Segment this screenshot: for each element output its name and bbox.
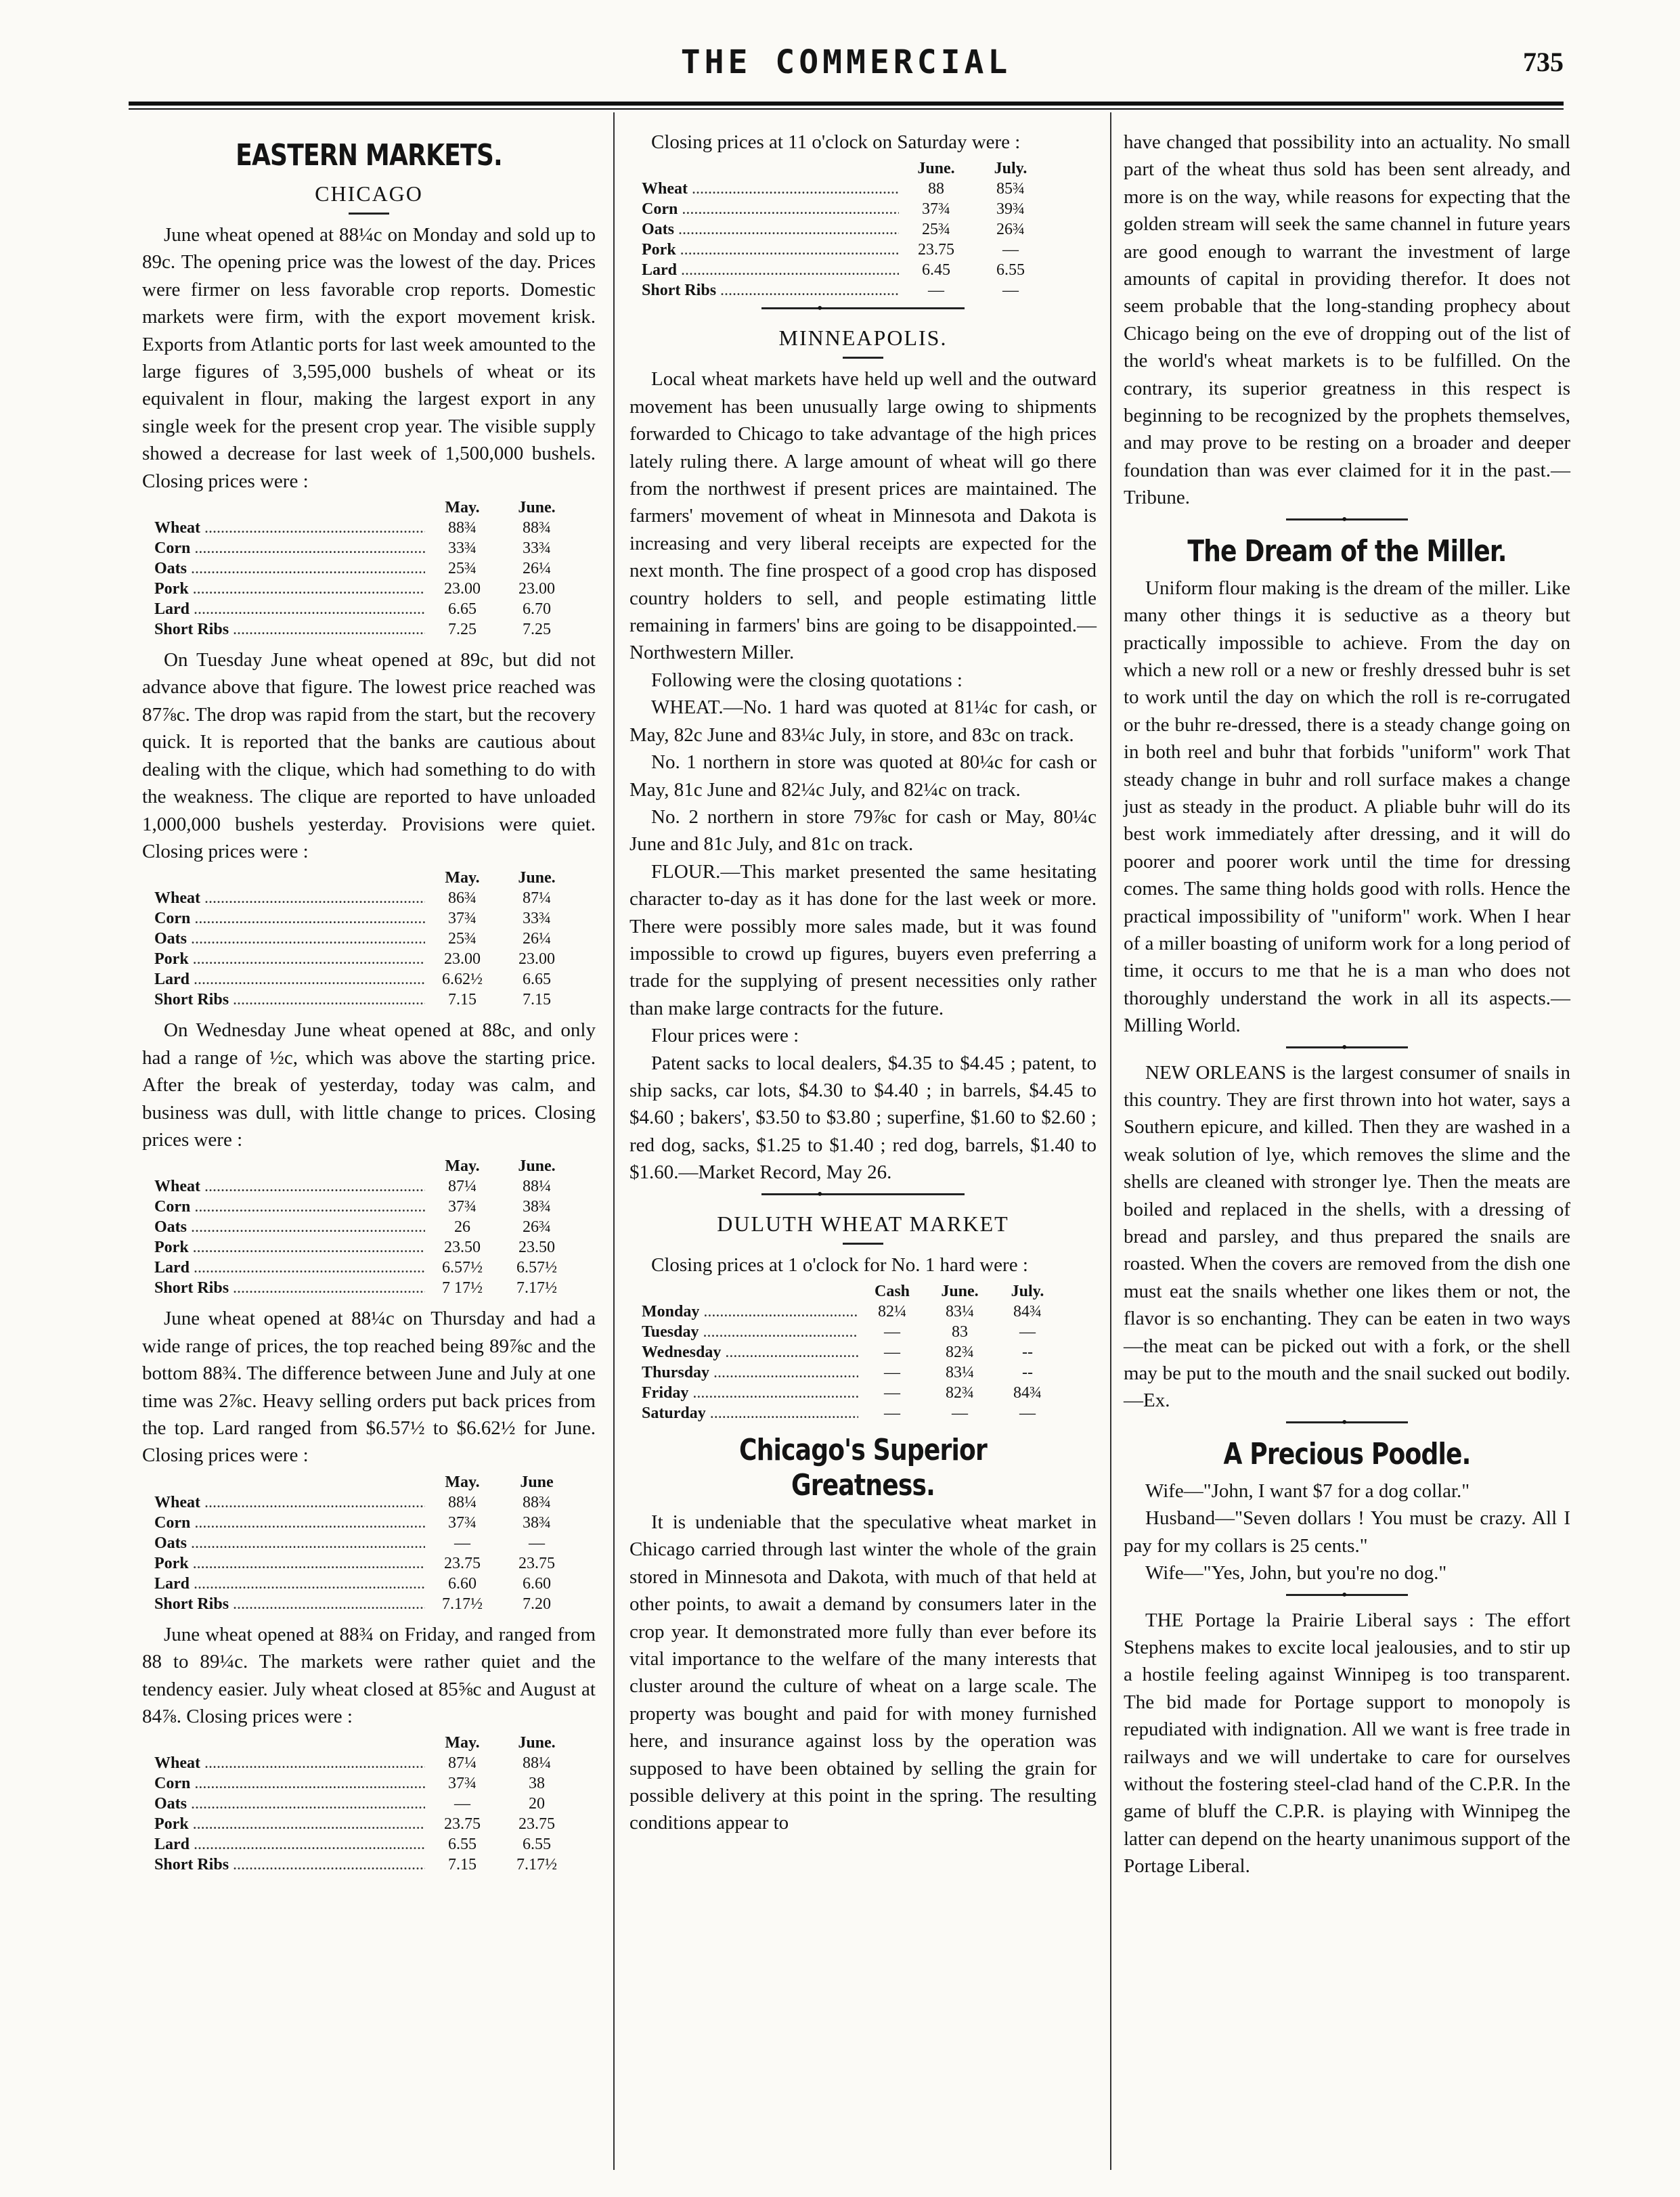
paragraph: Local wheat markets have held up well and the outward movement has been unusually large owing to shipments forwarded to Chicago to take advantage of the high prices lately ruling there. A large amount of wheat will go there from the northwest if present prices are maintained. The farmers' movement of wheat in Minnesota and Dakota is increasing and very liberal receipts are expected for the next month. The fine prospect of a good crop has disposed country holders to sell, and people estimating little remaining in farmers' bins are going to be disappointed.—Northwestern Miller. [629,368,1097,664]
section-divider [761,1193,965,1199]
price-table: May. June. Wheat ..... 87¼ 88¼ Corn ..... 37¾ 38 Oats ..... — 20 Pork ..... 23.75 23.75 Lard ..... 6.55 6.55 Short Ribs ..... 7.15 7.17½ [154,1733,596,1875]
paragraph: Wife—"Yes, John, but you're no dog." [1145,1562,1447,1584]
paragraph: June wheat opened at 88¾ on Friday, and ranged from 88 to 89¼c. The markets were rather quiet and the tendency easier. July wheat closed at 85⅝c and August at 84⅞. Closing prices were : [142,1623,596,1727]
section-title: MINNEAPOLIS. [778,326,948,351]
short-rule [349,213,389,215]
paragraph: WHEAT.—No. 1 hard was quoted at 81¼c for cash, or May, 82c June and 83¼c July, in store, and 83c on track. [629,696,1097,746]
section-subtitle: CHICAGO [315,181,423,206]
price-table: May. June. Wheat ..... 86¾ 87¼ Corn ..... 37¾ 33¾ Oats ..... 25¾ 26¼ Pork ..... 23.00 23.00 Lard ..... 6.62½ 6.65 Short Ribs ..... 7.15 7.15 [154,868,596,1010]
page-number: 735 [1523,47,1564,77]
column-rule [1110,112,1111,2170]
short-rule [843,1243,883,1245]
paragraph: Patent sacks to local dealers, $4.35 to $4.45 ; patent, to ship sacks, car lots, $4.30 to $4.40 ; in barrels, $4.45 to $4.60 ; bakers', $3.50 to $3.80 ; superfine, $1.60 to $2.60 ; red dog, sacks, $1.25 to $1.40 ; red dog, barrels, $1.40 to $1.60.—Market Record, May 26. [629,1052,1097,1184]
section-divider [1286,1046,1408,1052]
short-rule [843,357,883,359]
price-table: May. June Wheat ..... 88¼ 88¾ Corn ..... 37¾ 38¾ Oats ..... — — Pork ..... 23.75 23.75 Lard ..... 6.60 6.60 Short Ribs ..... 7.17½ 7.20 [154,1472,596,1614]
paragraph: June wheat opened at 88¼c on Thursday and had a wide range of prices, the top reached being 89⅞c and the bottom 88¾. The difference between June and July at one time was 2⅞c. Heavy selling orders put back prices from the top. Lard ranged from $6.57½ to $6.62½ for June. Closing prices were : [142,1308,596,1467]
paragraph: FLOUR.—This market presented the same hesitating character to-day as it has done for the last week or more. There were possibly more sales made, but it was found impossible to crowd up figures, buyers even preferring a trade for the supplying of present necessities only rather than make large contracts for the future. [629,860,1097,1019]
article-title: Chicago's Superior Greatness. [739,1433,987,1503]
paragraph: Closing prices at 11 o'clock on Saturday were : [651,131,1021,153]
section-divider [1286,518,1408,525]
price-table: May. June. Wheat ..... 88¾ 88¾ Corn ..... 33¾ 33¾ Oats ..... 25¾ 26¼ Pork ..... 23.00 23.00 Lard ..... 6.65 6.70 Short Ribs ..... 7.25 7.25 [154,497,596,640]
price-table: June. July. Wheat ..... 88 85¾ Corn ..... 37¾ 39¾ Oats ..... 25¾ 26¾ Pork ..... 23.75 — Lard ..... 6.45 6.55 Short Ribs ..... — — [642,158,1097,301]
article-title: The Dream of the Miller. [1187,533,1507,569]
article-title: A Precious Poodle. [1223,1436,1471,1471]
section-title: DULUTH WHEAT MARKET [717,1211,1009,1236]
section-divider [1286,1421,1408,1427]
paragraph: Wife—"John, I want $7 for a dog collar." [1145,1480,1470,1502]
paragraph: No. 1 northern in store was quoted at 80¼c for cash or May, 81c June and 82¼c July, and 82¼c on track. [629,751,1097,801]
paragraph: No. 2 northern in store 79⅞c for cash or May, 80¼c June and 81c July, and 81c on track. [629,805,1097,856]
price-table: May. June. Wheat ..... 87¼ 88¼ Corn ..... 37¾ 38¾ Oats ..... 26 26¾ Pork ..... 23.50 23.50 Lard ..... 6.57½ 6.57½ Short Ribs ..... 7 17½ 7.17½ [154,1156,596,1298]
column-3 [1124,129,1570,1880]
column-2 [629,129,1097,1837]
article-title: EASTERN MARKETS. [236,138,502,173]
column-rule [613,112,615,2170]
paragraph: THE Portage la Prairie Liberal says : The effort Stephens makes to excite local jealousies, and to stir up a hostile feeling against Winnipeg is too transparent. The bid made for Portage support to monopoly is repudiated with indignation. All we want is free trade in railways and we will undertake to care for ourselves without the fostering steel-clad hand of the C.P.R. In the game of bluff the C.P.R. is playing with Winnipeg the latter can depend on the hearty unanimous support of the Portage Liberal. [1124,1609,1570,1878]
page-header [129,43,1564,91]
paragraph: Flour prices were : [651,1025,799,1047]
paragraph: Following were the closing quotations : [651,669,963,691]
column-1 [142,129,596,1882]
section-divider [1286,1594,1408,1600]
header-rule [129,102,1564,106]
paragraph: June wheat opened at 88¼c on Monday and sold up to 89c. The opening price was the lowest of the day. Prices were firmer on less favorable crop reports. Domestic markets were firm, with the export movement krisk. Exports from Atlantic ports for last week amounted to the large figures of 3,595,000 bushels of wheat or its equivalent in flour, making the largest export in any single week for the present crop year. The visible supply showed a decrease for last week of 1,500,000 bushels. Closing prices were : [142,224,596,492]
header-rule-thin [129,108,1564,110]
paragraph: Uniform flour making is the dream of the miller. Like many other things it is seductive as a theory but practically impossible to achieve. From the day on which a new roll or a new or freshly dressed buhr is set to work until the day on which the roll is re-corrugated or the buhr re-dressed, there is a steady change going on in both reel and buhr that forbids "uniform" work That steady change in buhr and roll surface makes a change just as steady in the product. A pliable buhr will do its best work immediately after dressing, and it will do poorer and poorer work until the time for dressing comes. The same thing holds good with rolls. Hence the practical impossibility of "uniform" work. When I hear of a miller boasting of uniform work for a long period of time, it occurs to me that he is a man who does not thoroughly understand the work in all its aspects.—Milling World. [1124,577,1570,1037]
section-divider [761,307,965,313]
paragraph: On Tuesday June wheat opened at 89c, but did not advance above that figure. The lowest price reached was 87⅞c. The drop was rapid from the start, but the recovery quick. It is reported that the banks are cautious about dealing with the clique, which had something to do with the weakness. The clique are reported to have unloaded 1,000,000 bushels yesterday. Provisions were quiet. Closing prices were : [142,649,596,862]
running-head: THE COMMERCIAL [680,43,1012,81]
paragraph: On Wednesday June wheat opened at 88c, and only had a range of ½c, which was above the starting price. After the break of yesterday, today was calm, and business was dull, with little change to prices. Closing prices were : [142,1019,596,1151]
paragraph: have changed that possibility into an actuality. No small part of the wheat thus sold has been sent already, and more is on the way, while reasons for expecting that the golden stream will seek the same channel in future years are good enough to warrant the investment of large amounts of capital in providing therefor. It does not seem probable that the long-standing prophecy about Chicago being on the eve of dropping out of the list of the world's wheat markets is to be fulfilled. On the contrary, its superior greatness in this respect is beginning to be recognized by the prophets themselves, and may prove to be resting on a broader and deeper foundation than was ever claimed for it in the past.—Tribune. [1124,131,1570,509]
paragraph: Closing prices at 1 o'clock for No. 1 hard were : [651,1253,1028,1276]
price-table: Cash June. July. Monday ..... 82¼ 83¼ 84¾ Tuesday ..... — 83 — Wednesday ..... — 82¾ -- Thursday ..... — 83¼ -- Friday ..... — 82¾ 84¾ Saturday ..... — — — [642,1281,1097,1423]
paragraph: NEW ORLEANS is the largest consumer of snails in this country. They are first thrown into hot water, says a Southern epicure, and killed. Then they are washed in a weak solution of lye, which removes the slime and the shells are cleaned with stronger lye. Then the meats are boiled and replaced in the shells, with a dressing of bread and parsley, and thus prepared the snails are roasted. When the covers are removed from the dish one must eat the snails whether one likes them or not, the flavor is so enchanting. They can be eaten in two ways—the meat can be picked out with a fork, or the shell may be put to the mouth and the snail sucked out bodily.—Ex. [1124,1061,1570,1412]
paragraph: It is undeniable that the speculative wheat market in Chicago carried through last winter the whole of the grain stored in Minnesota and Dakota, with much of that held at other points, to await a demand by consumers later in the crop year. It demonstrated more fully than ever before its vital importance to the welfare of the many interests that cluster around the culture of wheat on a large scale. The property was bought and paid for with money furnished here, and insurance against loss by the operation was supposed to have been obtained by selling the grain for possible delivery at this point in the spring. The resulting conditions appear to [629,1511,1097,1834]
paragraph: Husband—"Seven dollars ! You must be crazy. All I pay for my collars is 25 cents." [1124,1507,1570,1557]
